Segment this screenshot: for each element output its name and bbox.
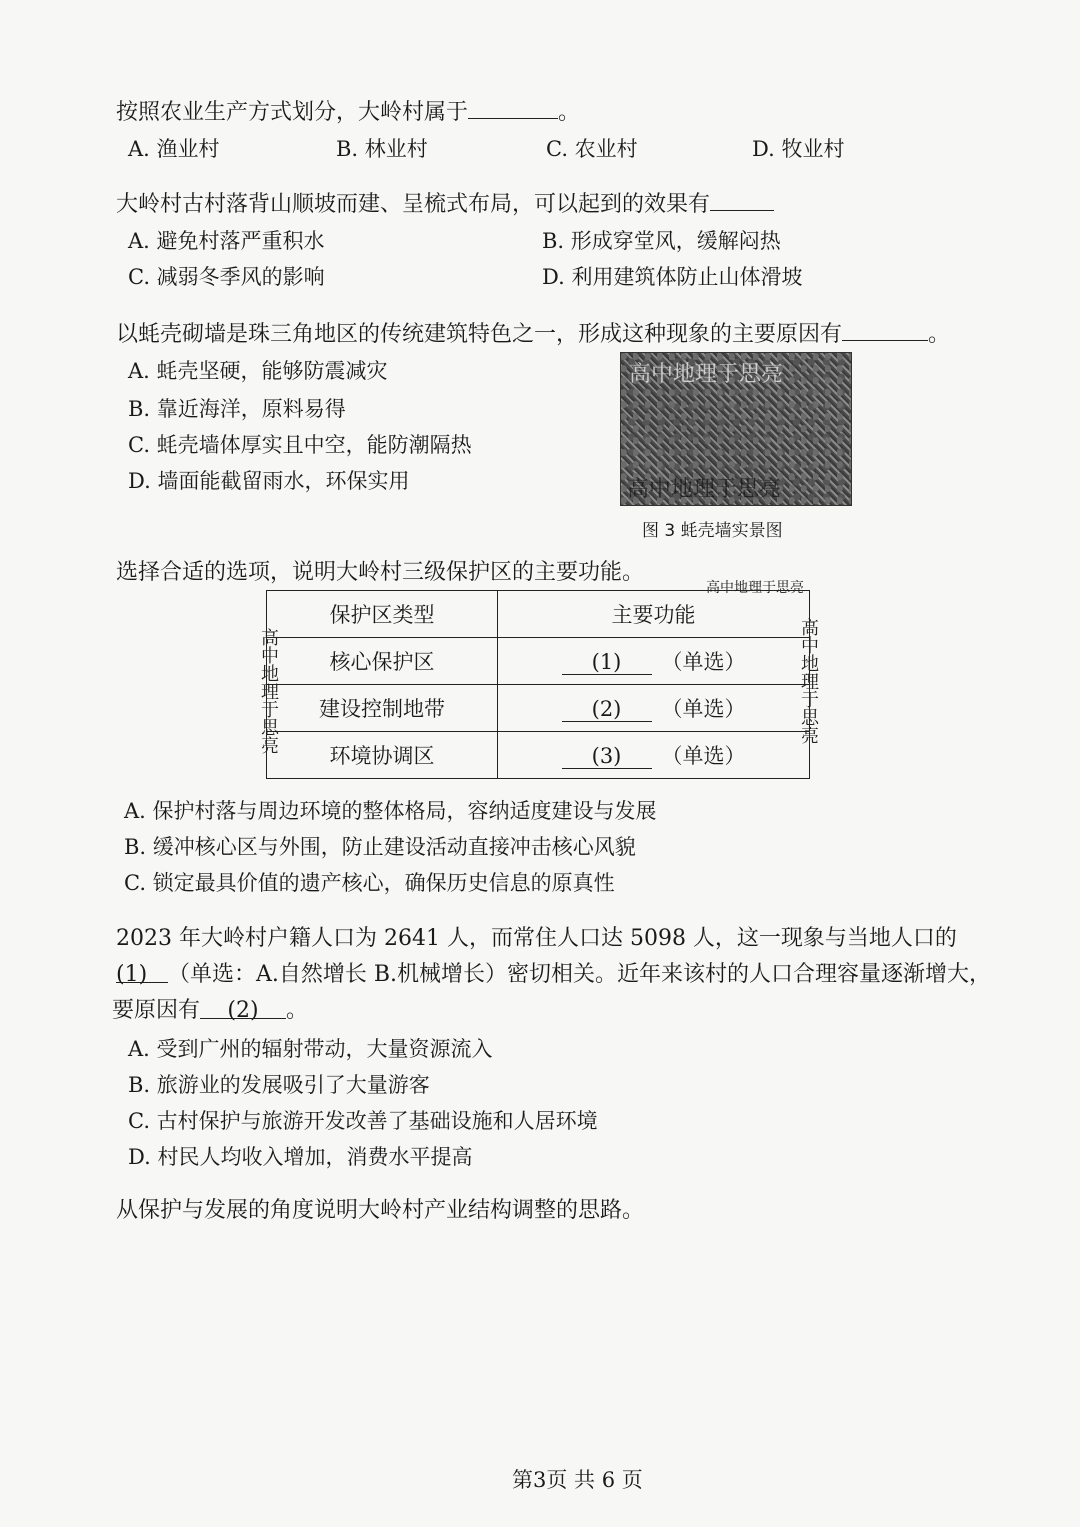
table-row (267, 638, 810, 685)
q5-option-d: D. 村民人均收入增加，消费水平提高 (128, 1145, 473, 1169)
question-2-stem (116, 188, 774, 220)
q3-option-a: A. 蚝壳坚硬，能够防震减灾 (128, 359, 388, 383)
blank-mark: (2) (562, 697, 652, 722)
blank-mark: (1) (562, 650, 652, 675)
answer-blank (468, 96, 558, 119)
single-choice-note: （单选） (661, 744, 746, 768)
question-5-line-2-text: （单选：A.自然增长 B.机械增长）密切相关。近年来该村的人口合理容量逐渐增大， (168, 962, 992, 987)
answer-blank (842, 318, 928, 341)
protection-zone-table (266, 590, 810, 779)
photo-watermark-bottom: 高中地理于思亮 (627, 477, 782, 502)
table-row (267, 685, 810, 732)
q5-option-c: C. 古村保护与旅游开发改善了基础设施和人居环境 (128, 1109, 598, 1133)
question-3-period: 。 (928, 322, 951, 347)
q2-option-c: C. 减弱冬季风的影响 (128, 265, 325, 289)
q1-option-b: B. 林业村 (336, 137, 428, 161)
q4-option-a: A. 保护村落与周边环境的整体格局，容纳适度建设与发展 (124, 799, 657, 823)
photo-watermark-top: 高中地理于思亮 (629, 362, 784, 387)
function-cell (498, 685, 810, 732)
question-4-stem: 选择合适的选项，说明大岭村三级保护区的主要功能。 (116, 560, 645, 585)
function-cell (498, 732, 810, 779)
q1-option-d: D. 牧业村 (752, 137, 845, 161)
question-5-line-3-end: 。 (286, 998, 309, 1023)
question-3-stem (116, 318, 950, 350)
question-5-line-2 (116, 960, 991, 990)
q2-option-d: D. 利用建筑体防止山体滑坡 (542, 265, 803, 289)
right-side-watermark: 高中地理于思亮 (798, 618, 819, 744)
question-1-stem (116, 96, 580, 128)
table-row (267, 732, 810, 779)
blank-mark: (2) (200, 996, 286, 1019)
q5-option-a: A. 受到广州的辐射带动，大量资源流入 (128, 1037, 493, 1061)
q4-option-c: C. 锁定最具价值的遗产核心，确保历史信息的原真性 (124, 871, 615, 895)
oyster-shell-wall-photo (620, 352, 852, 506)
header-zone-type: 保护区类型 (267, 591, 498, 638)
q3-option-b: B. 靠近海洋，原料易得 (128, 397, 346, 421)
question-5-line-3-text: 要原因有 (112, 998, 201, 1023)
page-number: 第3页 共 6 页 (512, 1468, 643, 1492)
figure-caption: 图 3 蚝壳墙实景图 (642, 521, 783, 541)
function-cell (498, 638, 810, 685)
q3-option-c: C. 蚝壳墙体厚实且中空，能防潮隔热 (128, 433, 472, 457)
zone-type-cell: 核心保护区 (267, 638, 498, 685)
q1-option-c: C. 农业村 (546, 137, 638, 161)
zone-type-cell: 环境协调区 (267, 732, 498, 779)
question-1-period: 。 (558, 100, 581, 125)
table-header-row (267, 591, 810, 638)
question-5-line-1: 2023 年大岭村户籍人口为 2641 人，而常住人口达 5098 人，这一现象与当地人口的 (116, 926, 957, 951)
q5-option-b: B. 旅游业的发展吸引了大量游客 (128, 1073, 430, 1097)
q2-option-b: B. 形成穿堂风，缓解闷热 (542, 229, 781, 253)
question-2-text: 大岭村古村落背山顺坡而建、呈梳式布局，可以起到的效果有 (116, 192, 711, 217)
table-watermark: 高中地理于思亮 (706, 580, 804, 596)
answer-blank (710, 188, 774, 211)
blank-mark: (3) (562, 744, 652, 769)
question-6-stem: 从保护与发展的角度说明大岭村产业结构调整的思路。 (116, 1198, 645, 1223)
single-choice-note: （单选） (661, 650, 746, 674)
q4-option-b: B. 缓冲核心区与外围，防止建设活动直接冲击核心风貌 (124, 835, 636, 859)
single-choice-note: （单选） (661, 697, 746, 721)
blank-mark: (1) (116, 960, 168, 983)
question-1-text: 按照农业生产方式划分，大岭村属于 (116, 100, 469, 125)
left-side-watermark: 高中地理于思亮 (258, 628, 279, 754)
q1-option-a: A. 渔业村 (128, 137, 220, 161)
q2-option-a: A. 避免村落严重积水 (128, 229, 325, 253)
question-5-line-3 (112, 996, 308, 1026)
q3-option-d: D. 墙面能截留雨水，环保实用 (128, 469, 410, 493)
zone-type-cell: 建设控制地带 (267, 685, 498, 732)
question-3-text: 以蚝壳砌墙是珠三角地区的传统建筑特色之一，形成这种现象的主要原因有 (116, 322, 843, 347)
header-main-function: 主要功能 (498, 591, 810, 638)
